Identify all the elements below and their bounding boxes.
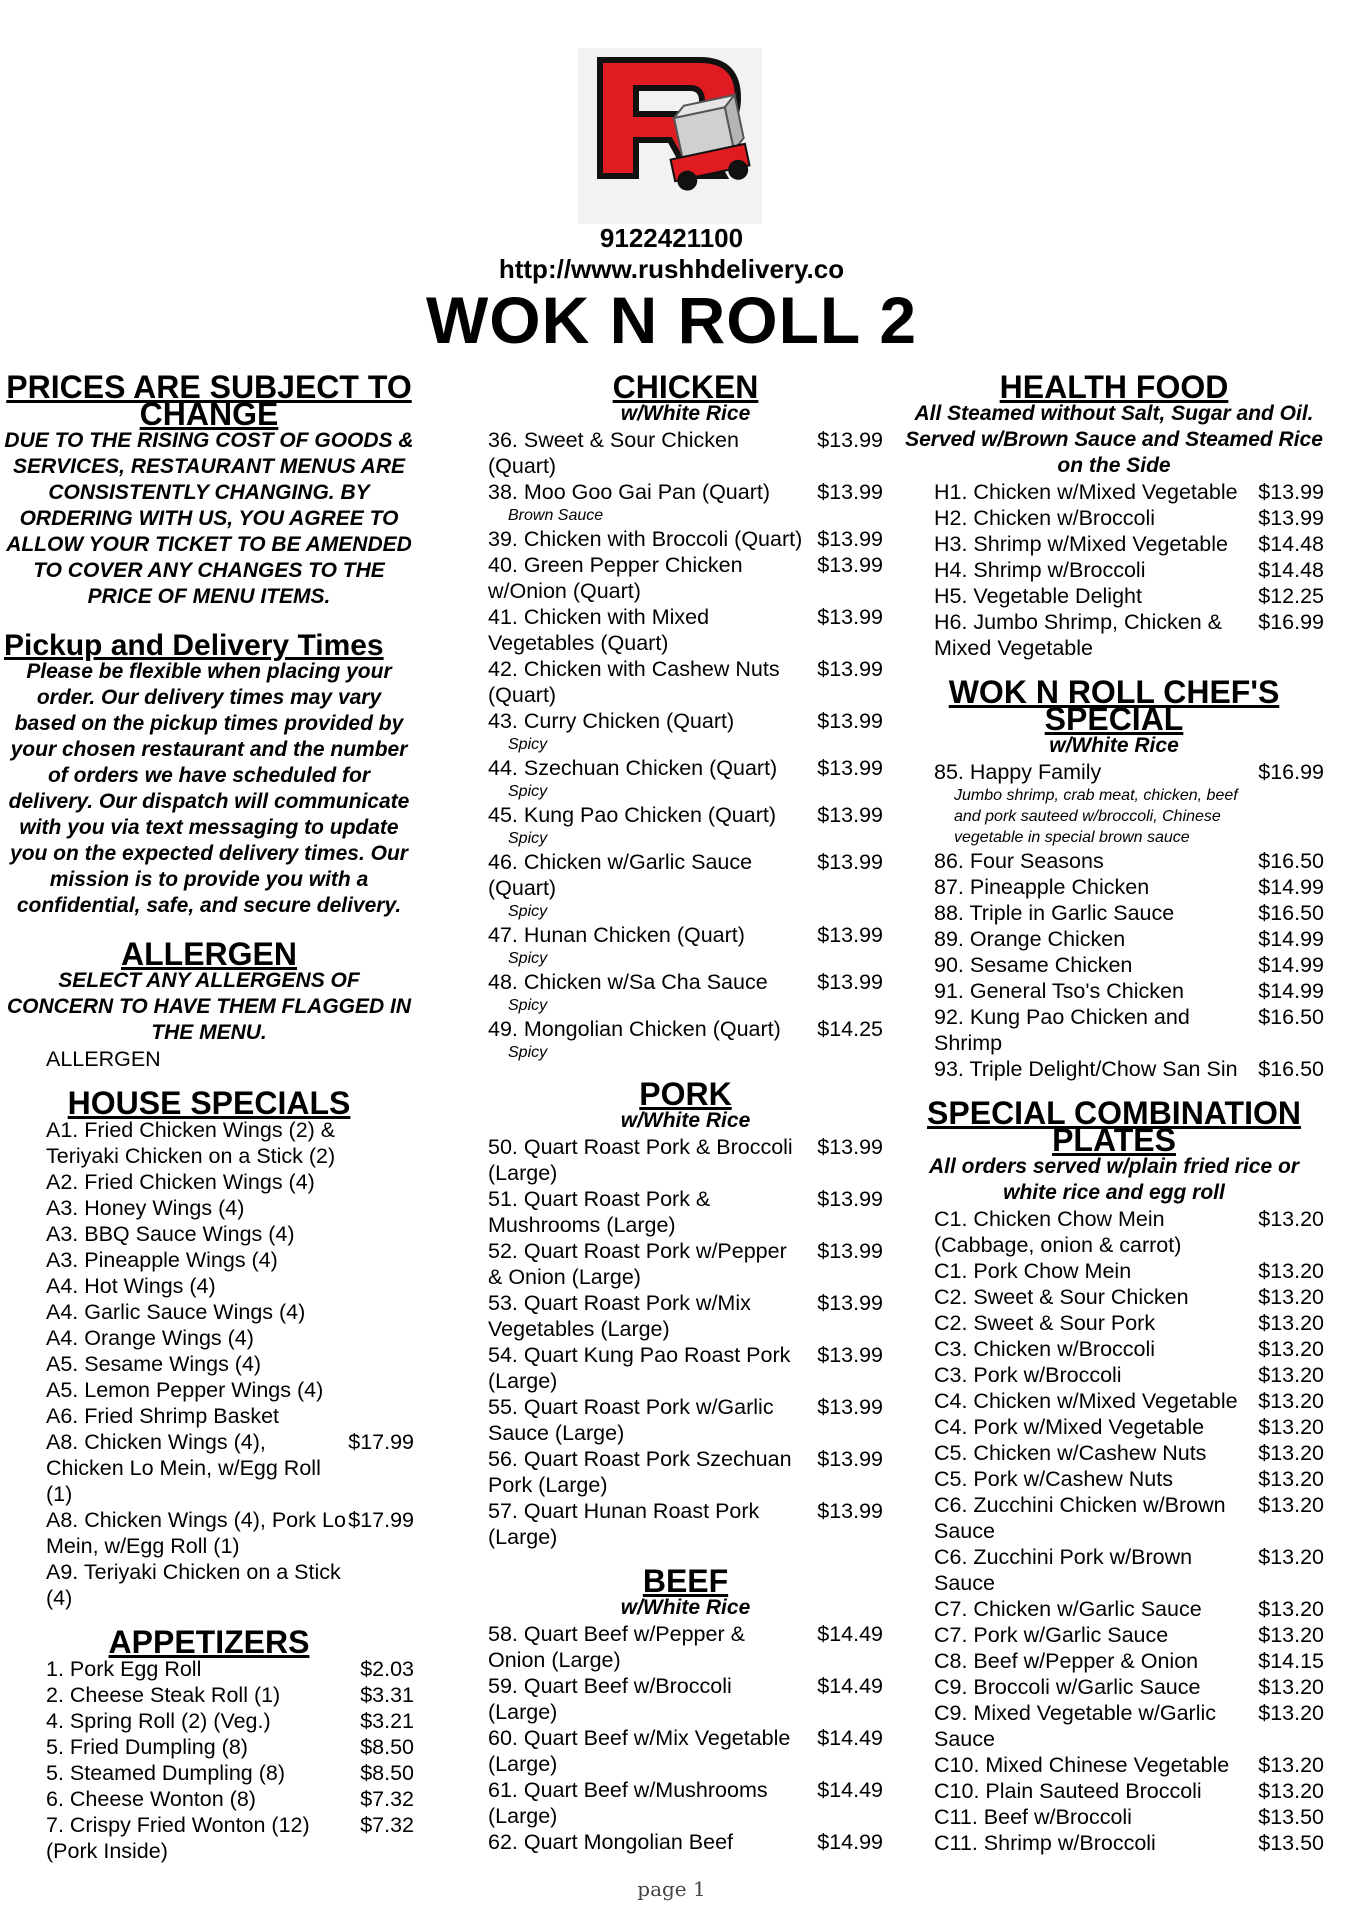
- menu-item-name: 59. Quart Beef w/Broccoli (Large): [488, 1674, 732, 1724]
- menu-item-price: $13.20: [1258, 1545, 1324, 1569]
- menu-item[interactable]: [934, 1388, 1324, 1414]
- menu-item-name: 91. General Tso's Chicken: [934, 979, 1184, 1003]
- menu-item-description: Jumbo shrimp, crab meat, chicken, beef and pork sauteed w/broccoli, Chinese vegetable in special brown sauce: [954, 787, 1238, 846]
- menu-item-name: C11. Shrimp w/Broccoli: [934, 1831, 1156, 1855]
- menu-item[interactable]: [934, 1752, 1324, 1778]
- menu-item-description: Spicy: [508, 950, 548, 967]
- menu-item-name: 47. Hunan Chicken (Quart): [488, 923, 745, 947]
- menu-item-price: $13.20: [1258, 1441, 1324, 1465]
- chicken-subtitle: w/White Rice: [620, 402, 751, 425]
- menu-item-price: $13.99: [817, 850, 883, 874]
- menu-item-price: $14.48: [1258, 558, 1324, 582]
- prices-note: DUE TO THE RISING COST OF GOODS & SERVICES, RESTAURANT MENUS ARE CONSISTENTLY CHANGING. BY ORDERING WITH US, YOU AGREE TO ALLOW YOUR TICKET TO BE AMENDED TO COVER ANY CHANGES TO THE PRICE OF MENU ITEMS.: [4, 429, 414, 608]
- menu-item[interactable]: [488, 656, 883, 708]
- menu-item-price: $14.99: [1258, 953, 1324, 977]
- menu-item-price: $13.99: [817, 1135, 883, 1159]
- menu-item-name: 36. Sweet & Sour Chicken (Quart): [488, 428, 739, 478]
- menu-item-name: C6. Zucchini Chicken w/Brown Sauce: [934, 1493, 1226, 1543]
- menu-item[interactable]: [934, 952, 1324, 978]
- menu-item[interactable]: [46, 1221, 414, 1247]
- menu-item[interactable]: [934, 978, 1324, 1004]
- menu-item-description: Spicy: [508, 736, 548, 753]
- menu-item-price: $13.20: [1258, 1337, 1324, 1361]
- menu-item-description: Brown Sauce: [508, 507, 604, 524]
- pickup-title: Pickup and Delivery Times: [4, 629, 384, 662]
- menu-item[interactable]: [934, 1004, 1324, 1056]
- menu-item-price: $13.99: [817, 756, 883, 780]
- combo-list: [904, 1206, 1324, 1856]
- allergen-title: ALLERGEN: [121, 936, 297, 972]
- menu-item-price: $16.50: [1258, 849, 1324, 873]
- menu-item-name: 46. Chicken w/Garlic Sauce (Quart): [488, 850, 753, 900]
- chef-special-list: [904, 759, 1324, 1082]
- menu-item-price: $16.50: [1258, 901, 1324, 925]
- menu-item[interactable]: [488, 427, 883, 479]
- menu-item-name: C2. Sweet & Sour Pork: [934, 1311, 1156, 1335]
- menu-item-price: $7.32: [360, 1813, 414, 1837]
- menu-item-name: A3. Honey Wings (4): [46, 1196, 245, 1220]
- menu-item[interactable]: [488, 1621, 883, 1673]
- menu-item[interactable]: [46, 1169, 414, 1195]
- menu-item[interactable]: [934, 1466, 1324, 1492]
- website-url[interactable]: http://www.rushhdelivery.co: [498, 254, 845, 284]
- menu-item-name: 56. Quart Roast Pork Szechuan Pork (Large): [488, 1447, 792, 1497]
- menu-item-name: A9. Teriyaki Chicken on a Stick (4): [46, 1560, 341, 1610]
- menu-item[interactable]: [488, 1829, 883, 1855]
- menu-item-price: $13.99: [817, 1239, 883, 1263]
- menu-item-price: $13.99: [1258, 506, 1324, 530]
- menu-item-name: 43. Curry Chicken (Quart): [488, 709, 735, 733]
- menu-item-description: Spicy: [508, 997, 548, 1014]
- menu-item-price: $14.99: [1258, 927, 1324, 951]
- menu-item[interactable]: [934, 1206, 1324, 1258]
- menu-item[interactable]: [934, 1284, 1324, 1310]
- menu-item-name: 92. Kung Pao Chicken and Shrimp: [934, 1005, 1190, 1055]
- menu-item[interactable]: [934, 505, 1324, 531]
- menu-item-price: $13.99: [817, 803, 883, 827]
- menu-item-name: A5. Lemon Pepper Wings (4): [46, 1378, 324, 1402]
- menu-item[interactable]: [934, 1492, 1324, 1544]
- menu-item[interactable]: [934, 1310, 1324, 1336]
- menu-item-price: $16.50: [1258, 1005, 1324, 1029]
- menu-item[interactable]: [488, 1777, 883, 1829]
- menu-item-name: 44. Szechuan Chicken (Quart): [488, 756, 778, 780]
- menu-item[interactable]: [934, 759, 1324, 785]
- menu-item[interactable]: [488, 1498, 883, 1550]
- menu-item[interactable]: [46, 1812, 414, 1864]
- menu-item-price: $13.99: [817, 923, 883, 947]
- house-specials-title: HOUSE SPECIALS: [67, 1085, 351, 1121]
- chef-special-title: WOK N ROLL CHEF'S SPECIAL: [948, 674, 1280, 737]
- menu-item[interactable]: [488, 604, 883, 656]
- menu-item-price: $13.99: [817, 1499, 883, 1523]
- menu-item-name: C3. Pork w/Broccoli: [934, 1363, 1122, 1387]
- left-column: [4, 369, 414, 1864]
- menu-item-price: $12.25: [1258, 584, 1324, 608]
- menu-item-price: $13.99: [817, 553, 883, 577]
- combo-note: All orders served w/plain fried rice or white rice and egg roll: [929, 1155, 1299, 1204]
- menu-item-price: $13.99: [817, 709, 883, 733]
- menu-item-price: $13.99: [817, 970, 883, 994]
- house-specials-list: [4, 1117, 414, 1611]
- menu-item-name: A4. Orange Wings (4): [46, 1326, 254, 1350]
- menu-item-name: A5. Sesame Wings (4): [46, 1352, 262, 1376]
- menu-item-name: C5. Chicken w/Cashew Nuts: [934, 1441, 1207, 1465]
- menu-item-price: $17.99: [348, 1430, 414, 1454]
- menu-item[interactable]: [488, 479, 883, 505]
- menu-item-description: Spicy: [508, 903, 548, 920]
- menu-item[interactable]: [488, 969, 883, 995]
- menu-item-name: C7. Chicken w/Garlic Sauce: [934, 1597, 1202, 1621]
- menu-item-price: $3.21: [360, 1709, 414, 1733]
- restaurant-logo: [578, 48, 762, 224]
- menu-item-description: Spicy: [508, 1044, 548, 1061]
- menu-item[interactable]: [46, 1734, 414, 1760]
- menu-item[interactable]: [46, 1117, 414, 1169]
- menu-item[interactable]: [488, 922, 883, 948]
- menu-item-price: $14.49: [817, 1674, 883, 1698]
- menu-item-price: $14.48: [1258, 532, 1324, 556]
- menu-item-price: $13.20: [1258, 1311, 1324, 1335]
- menu-item-price: $13.20: [1258, 1753, 1324, 1777]
- menu-item[interactable]: [46, 1708, 414, 1734]
- menu-item-name: 89. Orange Chicken: [934, 927, 1126, 951]
- menu-item-name: H3. Shrimp w/Mixed Vegetable: [934, 532, 1228, 556]
- menu-item-name: 86. Four Seasons: [934, 849, 1104, 873]
- menu-item[interactable]: [934, 1804, 1324, 1830]
- menu-item-price: $16.50: [1258, 1057, 1324, 1081]
- menu-item-name: H5. Vegetable Delight: [934, 584, 1142, 608]
- menu-item[interactable]: [488, 1673, 883, 1725]
- menu-item-name: A4. Garlic Sauce Wings (4): [46, 1300, 306, 1324]
- menu-item-name: C8. Beef w/Pepper & Onion: [934, 1649, 1199, 1673]
- menu-item-name: C11. Beef w/Broccoli: [934, 1805, 1132, 1829]
- menu-item-name: A1. Fried Chicken Wings (2) & Teriyaki Chicken on a Stick (2): [46, 1118, 336, 1168]
- menu-item-name: 85. Happy Family: [934, 760, 1102, 784]
- health-food-list: [904, 479, 1324, 661]
- health-food-title: HEALTH FOOD: [999, 369, 1229, 405]
- pork-list: [488, 1134, 883, 1550]
- menu-item[interactable]: [934, 1648, 1324, 1674]
- menu-item[interactable]: [934, 583, 1324, 609]
- menu-item[interactable]: [46, 1195, 414, 1221]
- appetizers-list: [4, 1656, 414, 1864]
- menu-item-price: $14.49: [817, 1778, 883, 1802]
- menu-item[interactable]: [488, 1186, 883, 1238]
- menu-item[interactable]: [46, 1299, 414, 1325]
- menu-item-name: C7. Pork w/Garlic Sauce: [934, 1623, 1169, 1647]
- menu-item-name: C4. Chicken w/Mixed Vegetable: [934, 1389, 1238, 1413]
- menu-item[interactable]: [488, 1134, 883, 1186]
- menu-item[interactable]: [488, 802, 883, 828]
- menu-item-name: C4. Pork w/Mixed Vegetable: [934, 1415, 1205, 1439]
- menu-item-price: $8.50: [360, 1761, 414, 1785]
- menu-item-price: $13.20: [1258, 1779, 1324, 1803]
- menu-item-name: A2. Fried Chicken Wings (4): [46, 1170, 315, 1194]
- menu-item-name: 41. Chicken with Mixed Vegetables (Quart): [488, 605, 710, 655]
- menu-item-name: 42. Chicken with Cashew Nuts (Quart): [488, 657, 780, 707]
- menu-item-price: $13.50: [1258, 1831, 1324, 1855]
- menu-item[interactable]: [46, 1247, 414, 1273]
- pork-title: PORK: [639, 1076, 732, 1112]
- menu-item-price: $13.99: [817, 1291, 883, 1315]
- menu-item-price: $13.20: [1258, 1259, 1324, 1283]
- menu-item[interactable]: [934, 1414, 1324, 1440]
- menu-item-price: $14.15: [1258, 1649, 1324, 1673]
- menu-item-price: $14.25: [817, 1017, 883, 1041]
- menu-item[interactable]: [934, 1830, 1324, 1856]
- menu-item[interactable]: [46, 1786, 414, 1812]
- menu-item-price: $13.99: [817, 657, 883, 681]
- menu-item-name: 54. Quart Kung Pao Roast Pork (Large): [488, 1343, 791, 1393]
- menu-item-name: 6. Cheese Wonton (8): [46, 1787, 256, 1811]
- menu-item-price: $13.20: [1258, 1363, 1324, 1387]
- middle-column: [488, 369, 883, 1855]
- menu-item[interactable]: [934, 1674, 1324, 1700]
- menu-item-name: 1. Pork Egg Roll: [46, 1657, 202, 1681]
- menu-item-name: C10. Plain Sauteed Broccoli: [934, 1779, 1202, 1803]
- allergen-selector[interactable]: ALLERGEN: [46, 1047, 161, 1071]
- menu-item-price: $13.20: [1258, 1467, 1324, 1491]
- menu-item-name: A3. BBQ Sauce Wings (4): [46, 1222, 295, 1246]
- menu-item[interactable]: [934, 848, 1324, 874]
- menu-item-price: $13.20: [1258, 1493, 1324, 1517]
- menu-item-name: 40. Green Pepper Chicken w/Onion (Quart): [488, 553, 743, 603]
- phone-number: 9122421100: [599, 223, 744, 253]
- menu-item-price: $8.50: [360, 1735, 414, 1759]
- menu-item[interactable]: [46, 1682, 414, 1708]
- menu-item[interactable]: [934, 557, 1324, 583]
- menu-item-name: 39. Chicken with Broccoli (Quart): [488, 527, 803, 551]
- menu-item-price: $16.99: [1258, 610, 1324, 634]
- menu-item-price: $13.99: [1258, 480, 1324, 504]
- health-food-note: All Steamed without Salt, Sugar and Oil. Served w/Brown Sauce and Steamed Rice on the Side: [905, 402, 1323, 477]
- appetizers-title: APPETIZERS: [108, 1624, 310, 1660]
- menu-item-name: 49. Mongolian Chicken (Quart): [488, 1017, 781, 1041]
- menu-item-name: 58. Quart Beef w/Pepper & Onion (Large): [488, 1622, 745, 1672]
- menu-item-name: 61. Quart Beef w/Mushrooms (Large): [488, 1778, 768, 1828]
- menu-item-price: $14.99: [817, 1830, 883, 1854]
- allergen-note: SELECT ANY ALLERGENS OF CONCERN TO HAVE THEM FLAGGED IN THE MENU.: [6, 969, 412, 1044]
- menu-item-name: A3. Pineapple Wings (4): [46, 1248, 278, 1272]
- menu-item-price: $14.99: [1258, 979, 1324, 1003]
- menu-item-price: $13.20: [1258, 1701, 1324, 1725]
- menu-item[interactable]: [488, 708, 883, 734]
- menu-item[interactable]: [934, 1544, 1324, 1596]
- menu-item[interactable]: [934, 1596, 1324, 1622]
- menu-item-name: C9. Mixed Vegetable w/Garlic Sauce: [934, 1701, 1217, 1751]
- right-column: [904, 369, 1324, 1856]
- menu-item[interactable]: [488, 1446, 883, 1498]
- pickup-note: Please be flexible when placing your order. Our delivery times may vary based on the pickup times provided by your chosen restaurant and the number of orders we have scheduled for delivery. Our dispatch will communicate with you via text messaging to update you on the expected delivery times. Our mission is to provide you with a confidential, safe, and secure delivery.: [8, 660, 410, 917]
- menu-item-price: $16.99: [1258, 760, 1324, 784]
- menu-item-name: A8. Chicken Wings (4), Chicken Lo Mein, w/Egg Roll (1): [46, 1430, 321, 1506]
- menu-item[interactable]: [46, 1377, 414, 1403]
- menu-item-name: C5. Pork w/Cashew Nuts: [934, 1467, 1173, 1491]
- menu-item-name: H6. Jumbo Shrimp, Chicken & Mixed Vegetable: [934, 610, 1222, 660]
- menu-item-name: 51. Quart Roast Pork & Mushrooms (Large): [488, 1187, 711, 1237]
- menu-item-name: 53. Quart Roast Pork w/Mix Vegetables (Large): [488, 1291, 751, 1341]
- menu-item-name: 60. Quart Beef w/Mix Vegetable (Large): [488, 1726, 791, 1776]
- menu-item[interactable]: [934, 1440, 1324, 1466]
- menu-item-name: C1. Chicken Chow Mein (Cabbage, onion & carrot): [934, 1207, 1182, 1257]
- menu-item-name: C6. Zucchini Pork w/Brown Sauce: [934, 1545, 1193, 1595]
- menu-item-price: $14.49: [817, 1726, 883, 1750]
- menu-item-price: $14.49: [817, 1622, 883, 1646]
- menu-item-price: $13.99: [817, 480, 883, 504]
- menu-item-price: $13.99: [817, 1187, 883, 1211]
- menu-item-price: $13.20: [1258, 1389, 1324, 1413]
- menu-item[interactable]: [934, 900, 1324, 926]
- menu-item[interactable]: [488, 1725, 883, 1777]
- menu-item-price: $13.50: [1258, 1805, 1324, 1829]
- menu-item-name: 87. Pineapple Chicken: [934, 875, 1150, 899]
- menu-item-description: Spicy: [508, 783, 548, 800]
- chicken-title: CHICKEN: [612, 369, 759, 405]
- menu-item-name: 93. Triple Delight/Chow San Sin: [934, 1057, 1238, 1081]
- beef-title: BEEF: [642, 1563, 729, 1599]
- menu-item-name: A6. Fried Shrimp Basket: [46, 1404, 280, 1428]
- menu-item-name: 88. Triple in Garlic Sauce: [934, 901, 1175, 925]
- beef-list: [488, 1621, 883, 1855]
- chicken-list: [488, 427, 883, 1063]
- menu-item[interactable]: [934, 874, 1324, 900]
- pork-subtitle: w/White Rice: [620, 1109, 751, 1132]
- menu-item-price: $17.99: [348, 1508, 414, 1532]
- menu-item-name: 5. Fried Dumpling (8): [46, 1735, 248, 1759]
- menu-item-name: 7. Crispy Fried Wonton (12) (Pork Inside): [46, 1813, 310, 1863]
- menu-item-description: Spicy: [508, 830, 548, 847]
- menu-item[interactable]: [488, 755, 883, 781]
- menu-item[interactable]: [934, 1700, 1324, 1752]
- menu-item-name: 38. Moo Goo Gai Pan (Quart): [488, 480, 771, 504]
- menu-item-price: $13.20: [1258, 1285, 1324, 1309]
- menu-item[interactable]: [46, 1273, 414, 1299]
- menu-item[interactable]: [934, 1258, 1324, 1284]
- menu-item[interactable]: [488, 849, 883, 901]
- page-number: page 1: [637, 1877, 706, 1901]
- menu-item-name: 50. Quart Roast Pork & Broccoli (Large): [488, 1135, 793, 1185]
- menu-item-price: $13.20: [1258, 1675, 1324, 1699]
- menu-item-name: 57. Quart Hunan Roast Pork (Large): [488, 1499, 760, 1549]
- menu-item[interactable]: [46, 1656, 414, 1682]
- menu-item-price: $13.99: [817, 1447, 883, 1471]
- menu-item-name: C9. Broccoli w/Garlic Sauce: [934, 1675, 1201, 1699]
- menu-item-name: C2. Sweet & Sour Chicken: [934, 1285, 1189, 1309]
- menu-item-name: H2. Chicken w/Broccoli: [934, 506, 1156, 530]
- combo-title: SPECIAL COMBINATION PLATES: [927, 1095, 1301, 1158]
- menu-item-name: C1. Pork Chow Mein: [934, 1259, 1132, 1283]
- menu-item-name: 45. Kung Pao Chicken (Quart): [488, 803, 777, 827]
- menu-item[interactable]: [488, 1342, 883, 1394]
- menu-item-price: $13.99: [817, 527, 883, 551]
- menu-item[interactable]: [934, 531, 1324, 557]
- menu-item[interactable]: [934, 1336, 1324, 1362]
- menu-item-name: 62. Quart Mongolian Beef: [488, 1830, 734, 1854]
- menu-item-price: $13.20: [1258, 1415, 1324, 1439]
- menu-item-price: $2.03: [360, 1657, 414, 1681]
- menu-item-price: $13.99: [817, 1343, 883, 1367]
- menu-item-price: $13.20: [1258, 1597, 1324, 1621]
- menu-item-name: C10. Mixed Chinese Vegetable: [934, 1753, 1230, 1777]
- beef-subtitle: w/White Rice: [620, 1596, 751, 1619]
- menu-item-price: $7.32: [360, 1787, 414, 1811]
- menu-item[interactable]: [46, 1429, 414, 1507]
- chef-special-subtitle: w/White Rice: [1049, 734, 1179, 757]
- menu-item[interactable]: [488, 1290, 883, 1342]
- menu-item-price: $13.99: [817, 605, 883, 629]
- menu-item[interactable]: [46, 1559, 414, 1611]
- menu-item-name: 52. Quart Roast Pork w/Pepper & Onion (Large): [488, 1239, 787, 1289]
- menu-item-price: $13.20: [1258, 1207, 1324, 1231]
- menu-item-name: 2. Cheese Steak Roll (1): [46, 1683, 281, 1707]
- menu-item[interactable]: [46, 1403, 414, 1429]
- menu-item[interactable]: [46, 1325, 414, 1351]
- menu-item-name: H1. Chicken w/Mixed Vegetable: [934, 480, 1238, 504]
- menu-item[interactable]: [46, 1507, 414, 1559]
- menu-item[interactable]: [46, 1351, 414, 1377]
- menu-item[interactable]: [934, 926, 1324, 952]
- menu-item[interactable]: [488, 1238, 883, 1290]
- menu-item[interactable]: [934, 1622, 1324, 1648]
- menu-item[interactable]: [488, 552, 883, 604]
- menu-item-name: C3. Chicken w/Broccoli: [934, 1337, 1156, 1361]
- menu-item[interactable]: [934, 479, 1324, 505]
- menu-item-name: 4. Spring Roll (2) (Veg.): [46, 1709, 271, 1733]
- menu-item-name: A4. Hot Wings (4): [46, 1274, 216, 1298]
- menu-item-price: $14.99: [1258, 875, 1324, 899]
- menu-item[interactable]: [488, 526, 883, 552]
- menu-item-price: $13.20: [1258, 1623, 1324, 1647]
- menu-item-name: 90. Sesame Chicken: [934, 953, 1133, 977]
- menu-item-price: $3.31: [360, 1683, 414, 1707]
- menu-item[interactable]: [46, 1760, 414, 1786]
- menu-item[interactable]: [934, 1056, 1324, 1082]
- restaurant-name: WOK N ROLL 2: [425, 283, 918, 357]
- menu-item-name: H4. Shrimp w/Broccoli: [934, 558, 1146, 582]
- menu-item-name: A8. Chicken Wings (4), Pork Lo Mein, w/Egg Roll (1): [46, 1508, 346, 1558]
- menu-item[interactable]: [934, 1362, 1324, 1388]
- menu-item-name: 5. Steamed Dumpling (8): [46, 1761, 285, 1785]
- menu-item[interactable]: [488, 1016, 883, 1042]
- menu-item[interactable]: [934, 609, 1324, 661]
- menu-item-name: 48. Chicken w/Sa Cha Sauce: [488, 970, 768, 994]
- menu-item[interactable]: [934, 1778, 1324, 1804]
- menu-item-price: $13.99: [817, 1395, 883, 1419]
- menu-item-price: $13.99: [817, 428, 883, 452]
- menu-item-name: 55. Quart Roast Pork w/Garlic Sauce (Large): [488, 1395, 774, 1445]
- menu-item[interactable]: [488, 1394, 883, 1446]
- prices-title: PRICES ARE SUBJECT TO CHANGE: [6, 369, 412, 432]
